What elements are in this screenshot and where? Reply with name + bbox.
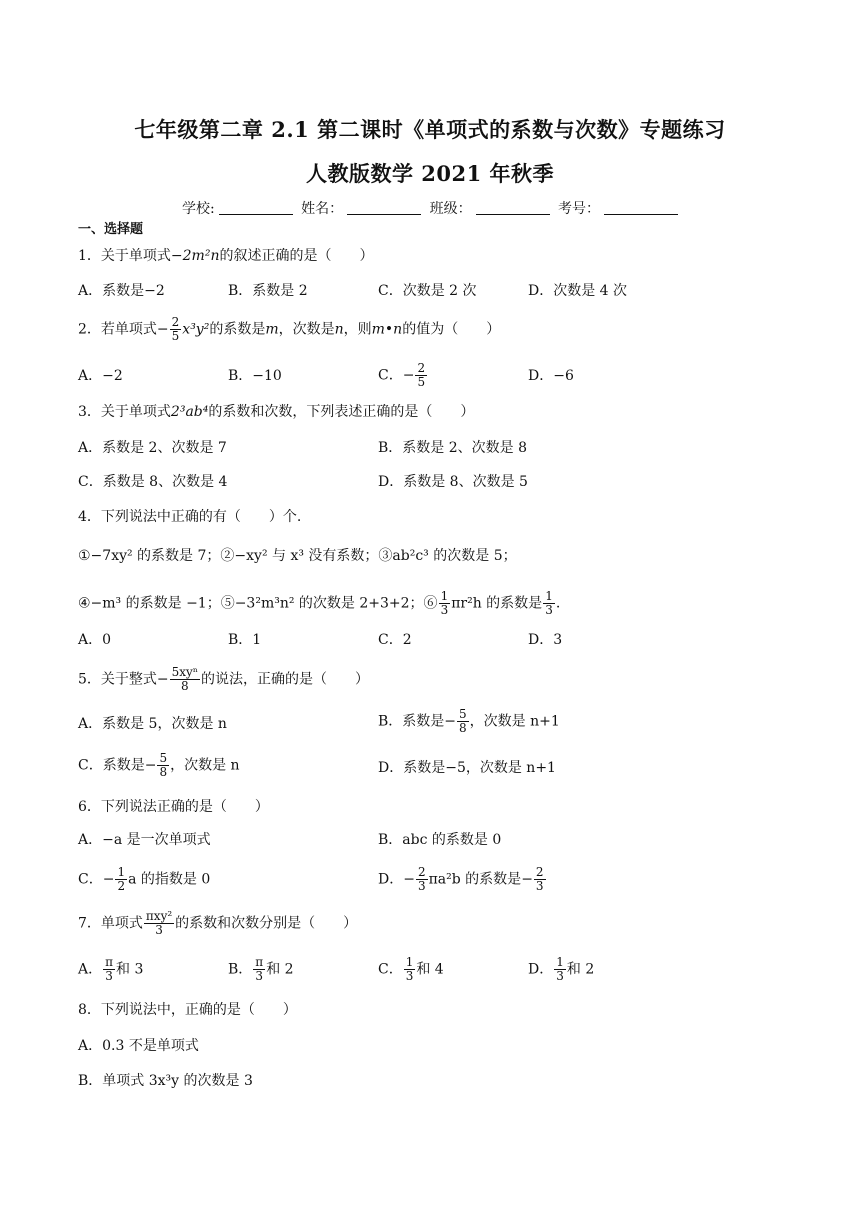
q3-option-d[interactable]: D．系数是 8、次数是 5 xyxy=(378,474,528,490)
exam-no-field[interactable] xyxy=(604,201,678,215)
question-3-stem: 3．关于单项式2³ab⁴的系数和次数，下列表述正确的是（ ） xyxy=(78,404,475,420)
q6-option-a[interactable]: A．−a 是一次单项式 xyxy=(78,832,211,848)
fraction: $\frac{2}{3}$ xyxy=(417,865,426,893)
q6-option-d[interactable]: D．− $\frac{2}{3}$ πa²b 的系数是− $\frac{2}{3}$ xyxy=(378,865,544,893)
title-line-1: 七年级第二章 2.1 第二课时《单项式的系数与次数》专题练习 xyxy=(134,117,726,142)
name-label: 姓名： xyxy=(301,201,344,217)
q6-option-c[interactable]: C．− $\frac{1}{2}$ a 的指数是 0 xyxy=(78,865,211,893)
question-5-stem: 5．关于整式− $\frac{\text{5xyⁿ}}{8}$ 的说法，正确的是（ ） xyxy=(78,665,370,693)
school-field[interactable] xyxy=(219,201,293,215)
name-field[interactable] xyxy=(347,201,421,215)
fraction: $\frac{2}{5}$ xyxy=(417,361,426,389)
q4-option-a[interactable]: A．0 xyxy=(78,632,112,648)
fraction: $\frac{2}{5}$ xyxy=(171,315,180,343)
class-label: 班级： xyxy=(429,201,472,217)
fraction: $\frac{1}{3}$ xyxy=(545,589,553,617)
q1-option-c[interactable]: C．次数是 2 次 xyxy=(378,283,477,299)
fraction: $\frac{\pi}{3}$ xyxy=(105,955,114,983)
fraction: $\frac{1}{2}$ xyxy=(117,865,126,893)
q3-option-c[interactable]: C．系数是 8、次数是 4 xyxy=(78,474,228,490)
q5-option-c[interactable]: C．系数是− $\frac{5}{8}$ ，次数是 n xyxy=(78,751,240,779)
q3-option-a[interactable]: A．系数是 2、次数是 7 xyxy=(78,440,227,456)
q3-option-b[interactable]: B．系数是 2、次数是 8 xyxy=(378,440,528,456)
exam-no-label: 考号： xyxy=(558,201,601,217)
question-8-stem: 8．下列说法中，正确的是（ ） xyxy=(78,1002,297,1018)
q1-option-a[interactable]: A．系数是−2 xyxy=(78,283,165,299)
student-info-row xyxy=(0,198,860,218)
q7-option-a[interactable]: A． $\frac{\pi}{3}$ 和 3 xyxy=(78,955,144,983)
q8-option-b[interactable]: B．单项式 3x³y 的次数是 3 xyxy=(78,1073,253,1089)
q5-option-b[interactable]: B．系数是− $\frac{5}{8}$ ，次数是 n+1 xyxy=(378,707,560,735)
q8-option-a[interactable]: A．0.3 不是单项式 xyxy=(78,1038,199,1054)
fraction: $\frac{5}{8}$ xyxy=(459,707,467,735)
title-line-2: 人教版数学 2021 年秋季 xyxy=(305,161,555,186)
fraction: $\frac{1}{3}$ xyxy=(440,589,449,617)
question-4-line-1: ①−7xy² 的系数是 7；②−xy² 与 x³ 没有系数；③ab²c³ 的次数是 5； xyxy=(78,548,517,564)
q2-option-a[interactable]: A．−2 xyxy=(78,368,123,384)
class-field[interactable] xyxy=(476,201,550,215)
q7-option-c[interactable]: C． $\frac{1}{3}$ 和 4 xyxy=(378,955,444,983)
q1-option-d[interactable]: D．次数是 4 次 xyxy=(528,283,628,299)
fraction: $\frac{2}{3}$ xyxy=(535,865,544,893)
fraction: $\frac{\pi}{3}$ xyxy=(255,955,264,983)
q2-option-d[interactable]: D．−6 xyxy=(528,368,574,384)
q7-option-d[interactable]: D． $\frac{1}{3}$ 和 2 xyxy=(528,955,595,983)
q6-option-b[interactable]: B．abc 的系数是 0 xyxy=(378,832,502,848)
q4-option-b[interactable]: B．1 xyxy=(228,632,262,648)
q1-option-b[interactable]: B．系数是 2 xyxy=(228,283,308,299)
question-2-stem: 2．若单项式− $\frac{2}{5}$ x³y²的系数是m，次数是n，则m•n的值为（ ） xyxy=(78,315,501,343)
q5-option-d[interactable]: D．系数是−5，次数是 n+1 xyxy=(378,760,556,776)
q5-option-a[interactable]: A．系数是 5，次数是 n xyxy=(78,716,227,732)
fraction: $\frac{1}{3}$ xyxy=(556,955,564,983)
q2-option-b[interactable]: B．−10 xyxy=(228,368,282,384)
question-1-stem: 1．关于单项式−2m²n的叙述正确的是（ ） xyxy=(78,248,374,264)
question-6-stem: 6．下列说法正确的是（ ） xyxy=(78,799,269,815)
fraction: $\frac{5}{8}$ xyxy=(159,751,168,779)
question-4-line-2: ④−m³ 的系数是 −1；⑤−3²m³n² 的次数是 2+3+2；⑥ $\frac{1}{3}$ πr²h 的系数是 $\frac{1}{3}$ . xyxy=(78,589,561,617)
question-7-stem: 7．单项式 $\frac{\text{πxy²}}{3}$ 的系数和次数分别是（ ） xyxy=(78,909,358,937)
question-4-stem: 4．下列说法中正确的有（ ）个. xyxy=(78,509,302,525)
fraction: $\frac{\text{5xyⁿ}}{8}$ xyxy=(171,665,199,693)
section-heading: 一、选择题 xyxy=(78,222,144,237)
q4-option-d[interactable]: D．3 xyxy=(528,632,563,648)
school-label: 学校: xyxy=(181,201,215,217)
fraction: $\frac{\text{πxy²}}{3}$ xyxy=(145,909,173,937)
q2-option-c[interactable]: C．− $\frac{2}{5}$ xyxy=(378,361,426,389)
q4-option-c[interactable]: C．2 xyxy=(378,632,412,648)
q7-option-b[interactable]: B． $\frac{\pi}{3}$ 和 2 xyxy=(228,955,294,983)
fraction: $\frac{1}{3}$ xyxy=(405,955,414,983)
